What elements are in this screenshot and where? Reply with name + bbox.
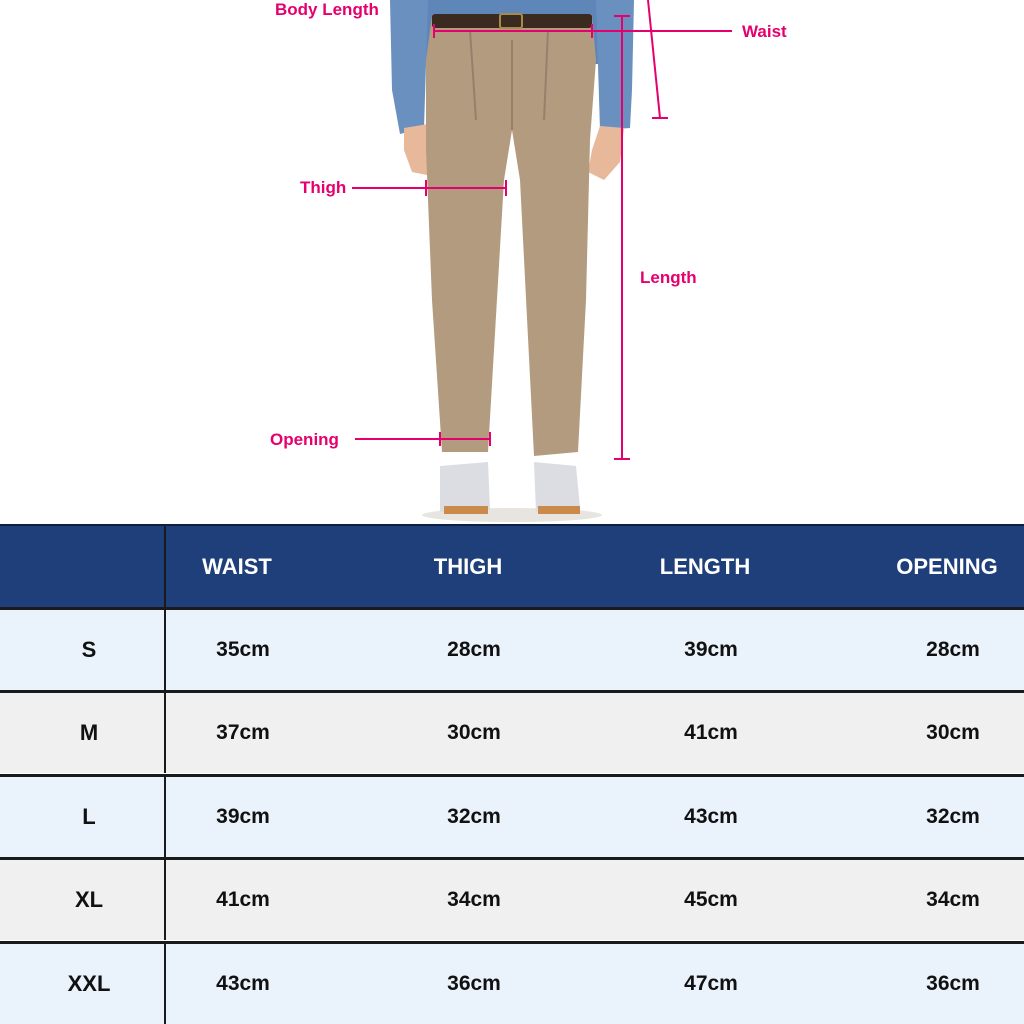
measurement-value-cell: 43cm: [684, 805, 738, 828]
measurement-value-cell: 36cm: [447, 972, 501, 995]
measurement-value-cell: 36cm: [926, 972, 980, 995]
column-divider: [164, 944, 166, 1024]
column-header-waist: WAIST: [202, 553, 272, 579]
size-label-cell: XXL: [67, 971, 111, 996]
belt: [432, 14, 592, 28]
measurement-value-cell: 30cm: [447, 721, 501, 744]
measurement-value-cell: 47cm: [684, 972, 738, 995]
measurement-value-cell: 41cm: [684, 721, 738, 744]
table-row: [0, 607, 1024, 690]
header-corner-cell: [0, 526, 165, 607]
measurement-value-cell: 30cm: [926, 721, 980, 744]
size-chart-table: [0, 524, 1024, 1024]
right-hand: [588, 126, 624, 180]
table-row: [0, 857, 1024, 940]
size-label-cell: L: [82, 804, 96, 829]
body-length-line: [648, 0, 660, 118]
label-waist: Waist: [742, 22, 787, 41]
measurement-value-cell: 34cm: [447, 888, 501, 911]
label-opening: Opening: [270, 430, 339, 449]
measurement-value-cell: 43cm: [216, 972, 270, 995]
measurement-value-cell: 41cm: [216, 888, 270, 911]
measurement-value-cell: 34cm: [926, 888, 980, 911]
column-divider: [164, 693, 166, 773]
label-length: Length: [640, 268, 697, 287]
measurement-value-cell: 39cm: [216, 805, 270, 828]
left-sleeve: [390, 0, 428, 134]
measurement-value-cell: 32cm: [926, 805, 980, 828]
measurement-value-cell: 39cm: [684, 638, 738, 661]
column-header-opening: OPENING: [896, 553, 998, 579]
column-divider: [164, 860, 166, 940]
table-row: [0, 690, 1024, 773]
measurement-value-cell: 32cm: [447, 805, 501, 828]
label-thigh: Thigh: [300, 178, 347, 197]
left-shoe: [440, 462, 490, 512]
size-label-cell: S: [81, 637, 97, 662]
table-row: [0, 941, 1024, 1024]
measurement-value-cell: 37cm: [216, 721, 270, 744]
size-label-cell: XL: [74, 887, 104, 912]
label-body-length: Body Length: [275, 0, 379, 19]
column-divider: [164, 777, 166, 857]
measurement-value-cell: 35cm: [216, 638, 270, 661]
measurement-value-cell: 45cm: [684, 888, 738, 911]
measurement-value-cell: 28cm: [447, 638, 501, 661]
right-sleeve: [596, 0, 634, 130]
column-header-length: LENGTH: [659, 553, 751, 579]
table-header-row: [0, 524, 1024, 607]
table-row: [0, 774, 1024, 857]
column-header-thigh: THIGH: [433, 553, 503, 579]
right-shoe: [534, 462, 580, 512]
column-divider: [164, 610, 166, 690]
measurement-value-cell: 28cm: [926, 638, 980, 661]
size-label-cell: M: [79, 720, 99, 745]
